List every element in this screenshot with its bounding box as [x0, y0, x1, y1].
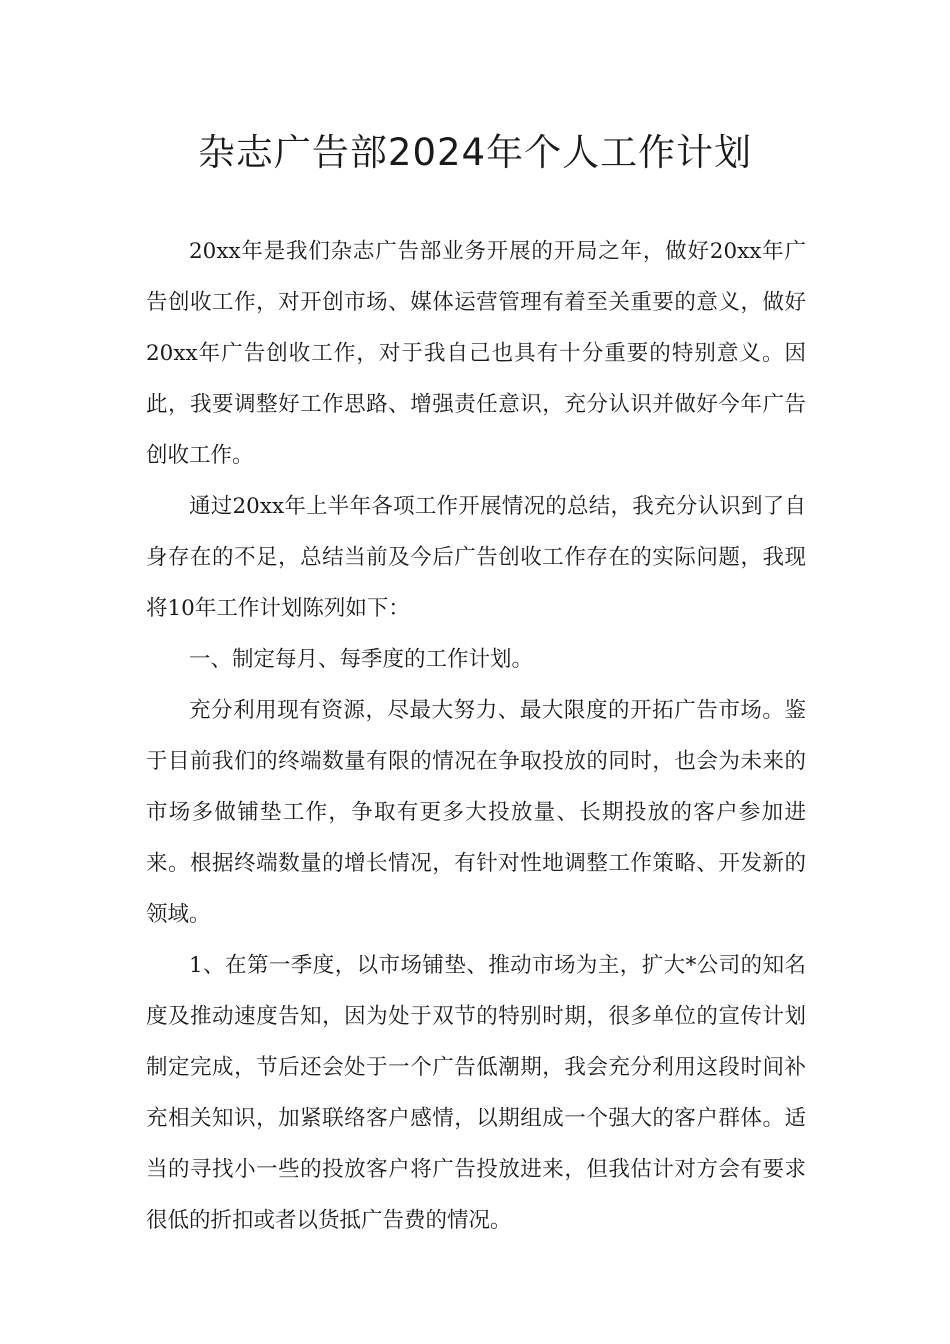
paragraph-first-quarter: 1、在第一季度，以市场铺垫、推动市场为主，扩大*公司的知名度及推动速度告知，因为处于双节的特别时期，很多单位的宣传计划制定完成，节后还会处于一个广告低潮期，我会充分利用这段时间补充相关知识，加紧联络客户感情，以期组成一个强大的客户群体。适当的寻找小一些的投放客户将广告投放进来，但我估计对方会有要求很低的折扣或者以货抵广告费的情况。: [146, 953, 806, 1233]
document-body: [146, 226, 806, 1246]
document-title: 杂志广告部2024年个人工作计划: [197, 131, 753, 174]
paragraph-summary: 通过20xx年上半年各项工作开展情况的总结，我充分认识到了自身存在的不足，总结当前及今后广告创收工作存在的实际问题，我现将10年工作计划陈列如下：: [146, 494, 806, 621]
paragraph-strategy: 充分利用现有资源，尽最大努力、最大限度的开拓广告市场。鉴于目前我们的终端数量有限的情况在争取投放的同时，也会为未来的市场多做铺垫工作，争取有更多大投放量、长期投放的客户参加进来。根据终端数量的增长情况，有针对性地调整工作策略、开发新的领域。: [146, 698, 806, 927]
paragraph-intro: 20xx年是我们杂志广告部业务开展的开局之年，做好20xx年广告创收工作，对开创市场、媒体运营管理有着至关重要的意义，做好20xx年广告创收工作，对于我自己也具有十分重要的特别意义。因此，我要调整好工作思路、增强责任意识，充分认识并做好今年广告创收工作。: [146, 239, 806, 468]
section-heading-1: 一、制定每月、每季度的工作计划。: [189, 647, 534, 672]
